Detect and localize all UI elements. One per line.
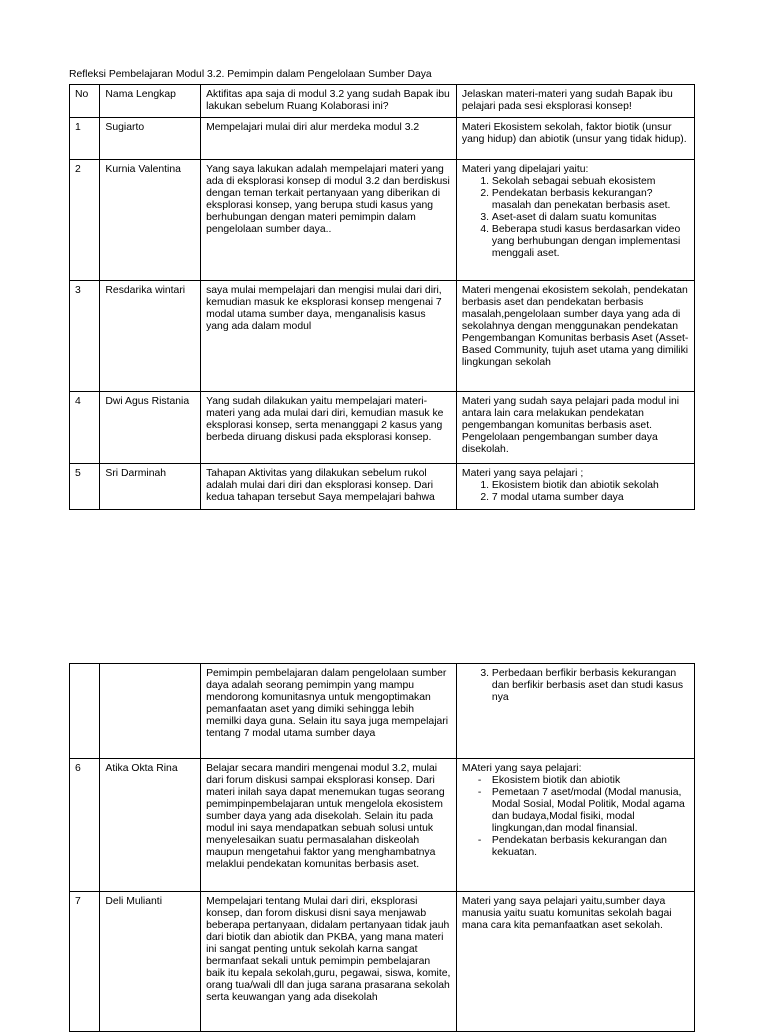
list-item: 2. 7 modal utama sumber daya xyxy=(492,492,689,504)
list-item: - Ekosistem biotik dan abiotik xyxy=(492,775,689,787)
row-activity: Mempelajari mulai diri alur merdeka modul 3.2 xyxy=(201,118,457,160)
row-activity: Yang sudah dilakukan yaitu mempelajari materi-materi yang ada mulai dari diri, kemudian masuk ke eksplorasi konsep, serta menanggapi 2 kasus yang berbeda diruang diskusi pada eksplorasi konsep. xyxy=(201,392,457,464)
header-material: Jelaskan materi-materi yang sudah Bapak ibu pelajari pada sesi eksplorasi konsep! xyxy=(456,85,694,118)
reflection-table-continued xyxy=(69,663,695,1032)
material-text: MAteri yang saya pelajari: xyxy=(461,763,582,774)
row-name: Atika Okta Rina xyxy=(100,759,201,892)
list-item: - Pemetaan 7 aset/modal (Modal manusia, Modal Sosial, Modal Politik, Modal agama dan budaya,Modal fisiki, modal lingkungan,dan modal finansial. xyxy=(492,787,689,835)
material-list xyxy=(462,176,689,260)
row-name: Sri Darminah xyxy=(100,464,201,510)
row-activity: Tahapan Aktivitas yang dilakukan sebelum rukol adalah mulai dari diri dan eksplorasi konsep. Dari kedua tahapan tersebut Saya mempelajari bahwa xyxy=(201,464,457,510)
row-no: 4 xyxy=(70,392,100,464)
row-material xyxy=(456,160,694,281)
list-item: 3. Aset-aset di dalam suatu komunitas xyxy=(492,212,689,224)
row-no: 5 xyxy=(70,464,100,510)
material-text: Materi yang saya pelajari ; xyxy=(461,468,584,479)
table-row xyxy=(70,464,695,510)
row-name: Kurnia Valentina xyxy=(100,160,201,281)
row-name xyxy=(100,664,201,759)
row-material xyxy=(456,664,694,759)
row-activity: Yang saya lakukan adalah mempelajari materi yang ada di eksplorasi konsep di modul 3.2 dan berdiskusi dengan teman terkait pertanyaan yang diberikan di eksplorasi konsep, yang berupa studi kasus yang berhubungan dengan materi pemimpin dalam pengelolaan sumber daya.. xyxy=(201,160,457,281)
list-item: 3. Perbedaan berfikir berbasis kekurangan dan berfikir berbasis aset dan studi kasus nya xyxy=(492,668,689,704)
header-name: Nama Lengkap xyxy=(100,85,201,118)
row-name: Sugiarto xyxy=(100,118,201,160)
row-no: 7 xyxy=(70,892,100,1032)
material-list xyxy=(462,775,689,859)
row-material xyxy=(456,892,694,1032)
row-material xyxy=(456,759,694,892)
row-no xyxy=(70,664,100,759)
row-no: 3 xyxy=(70,281,100,392)
table-row xyxy=(70,281,695,392)
row-material xyxy=(456,118,694,160)
header-no: No xyxy=(70,85,100,118)
row-no: 1 xyxy=(70,118,100,160)
material-text: Materi mengenai ekosistem sekolah, pendekatan berbasis aset dan pendekatan berbasis masalah,pengelolaan sumber daya yang ada di sekolahnya dengan menggunakan pendekatan Pengembangan Komunitas berbasis Aset (Asset-Based Community, tujuh aset utama yang dimiliki lingkungan sekolah xyxy=(461,285,689,368)
material-text: Materi yang saya pelajari yaitu,sumber daya manusia yaitu suatu komunitas sekolah bagai mana cara kita pemanfaatkan aset sekolah. xyxy=(461,896,672,931)
row-name: Resdarika wintari xyxy=(100,281,201,392)
table-row-continuation xyxy=(70,664,695,759)
table-header-row xyxy=(70,85,695,118)
material-text: Materi yang sudah saya pelajari pada modul ini antara lain cara melakukan pendekatan pengembangan komunitas berbasis aset. Pengelolaan pengembangan sumber daya disekolah. xyxy=(461,396,680,455)
row-activity: Mempelajari tentang Mulai dari diri, eksplorasi konsep, dan forom diskusi disni saya menjawab beberapa pertanyaan, didalam pertanyaan tidak jauh dari biotik dan abiotik dan PKBA, yang mana materi ini sangat penting untuk sekolah karna sangat bermanfaat sekali untuk pemimpin pembelajaran baik itu kepala sekolah,guru, pegawai, siswa, komite, orang tua/wali dll dan juga sarana prasarana sekolah serta keuwangan yang ada disekolah xyxy=(201,892,457,1032)
header-activity: Aktifitas apa saja di modul 3.2 yang sudah Bapak ibu lakukan sebelum Ruang Kolaborasi ini? xyxy=(201,85,457,118)
list-item: - Pendekatan berbasis kekurangan dan kekuatan. xyxy=(492,835,689,859)
row-no: 2 xyxy=(70,160,100,281)
table-row xyxy=(70,392,695,464)
row-name: Dwi Agus Ristania xyxy=(100,392,201,464)
table-row xyxy=(70,892,695,1032)
row-name: Deli Mulianti xyxy=(100,892,201,1032)
reflection-table xyxy=(69,84,695,510)
list-item: 2. Pendekatan berbasis kekurangan? masalah dan penekatan berbasis aset. xyxy=(492,188,689,212)
row-activity: Belajar secara mandiri mengenai modul 3.2, mulai dari forum diskusi sampai eksplorasi konsep. Dari materi inilah saya dapat menemukan tugas seorang pemimpinpembelajaran untuk mengelola ekosistem sumber daya yang ada disekolah. Selain itu pada modul ini saya mendapatkan sebuah solusi untuk menyelesaikan suatu permasalahan diskeolah maupun mengetahui faktor yang menghambatnya melaklui pendekatan komunitas berbasis aset. xyxy=(201,759,457,892)
document-title: Refleksi Pembelajaran Modul 3.2. Pemimpin dalam Pengelolaan Sumber Daya xyxy=(69,69,432,80)
table-row xyxy=(70,118,695,160)
list-item: 1. Sekolah sebagai sebuah ekosistem xyxy=(492,176,689,188)
row-material xyxy=(456,464,694,510)
list-item: 1. Ekosistem biotik dan abiotik sekolah xyxy=(492,480,689,492)
row-activity: Pemimpin pembelajaran dalam pengelolaan sumber daya adalah seorang pemimpin yang mampu mendorong komunitasnya untuk mengoptimakan pemanfaatan aset yang dimiki sehingga lebih memilki daya guna. Selain itu saya juga mempelajari tentang 7 modal utama sumber daya xyxy=(201,664,457,759)
material-list xyxy=(462,668,689,704)
material-text: Materi yang dipelajari yaitu: xyxy=(461,164,589,175)
row-material xyxy=(456,281,694,392)
material-list xyxy=(462,480,689,504)
list-item: 4. Beberapa studi kasus berdasarkan video yang berhubungan dengan implementasi menggali aset. xyxy=(492,224,689,260)
row-material xyxy=(456,392,694,464)
row-no: 6 xyxy=(70,759,100,892)
material-text: Materi Ekosistem sekolah, faktor biotik (unsur yang hidup) dan abiotik (unsur yang tidak hidup). xyxy=(461,122,687,145)
row-activity: saya mulai mempelajari dan mengisi mulai dari diri, kemudian masuk ke eksplorasi konsep mengenai 7 modal utama sumber daya, menganalisis kasus yang ada dalam modul xyxy=(201,281,457,392)
table-row xyxy=(70,160,695,281)
table-row xyxy=(70,759,695,892)
